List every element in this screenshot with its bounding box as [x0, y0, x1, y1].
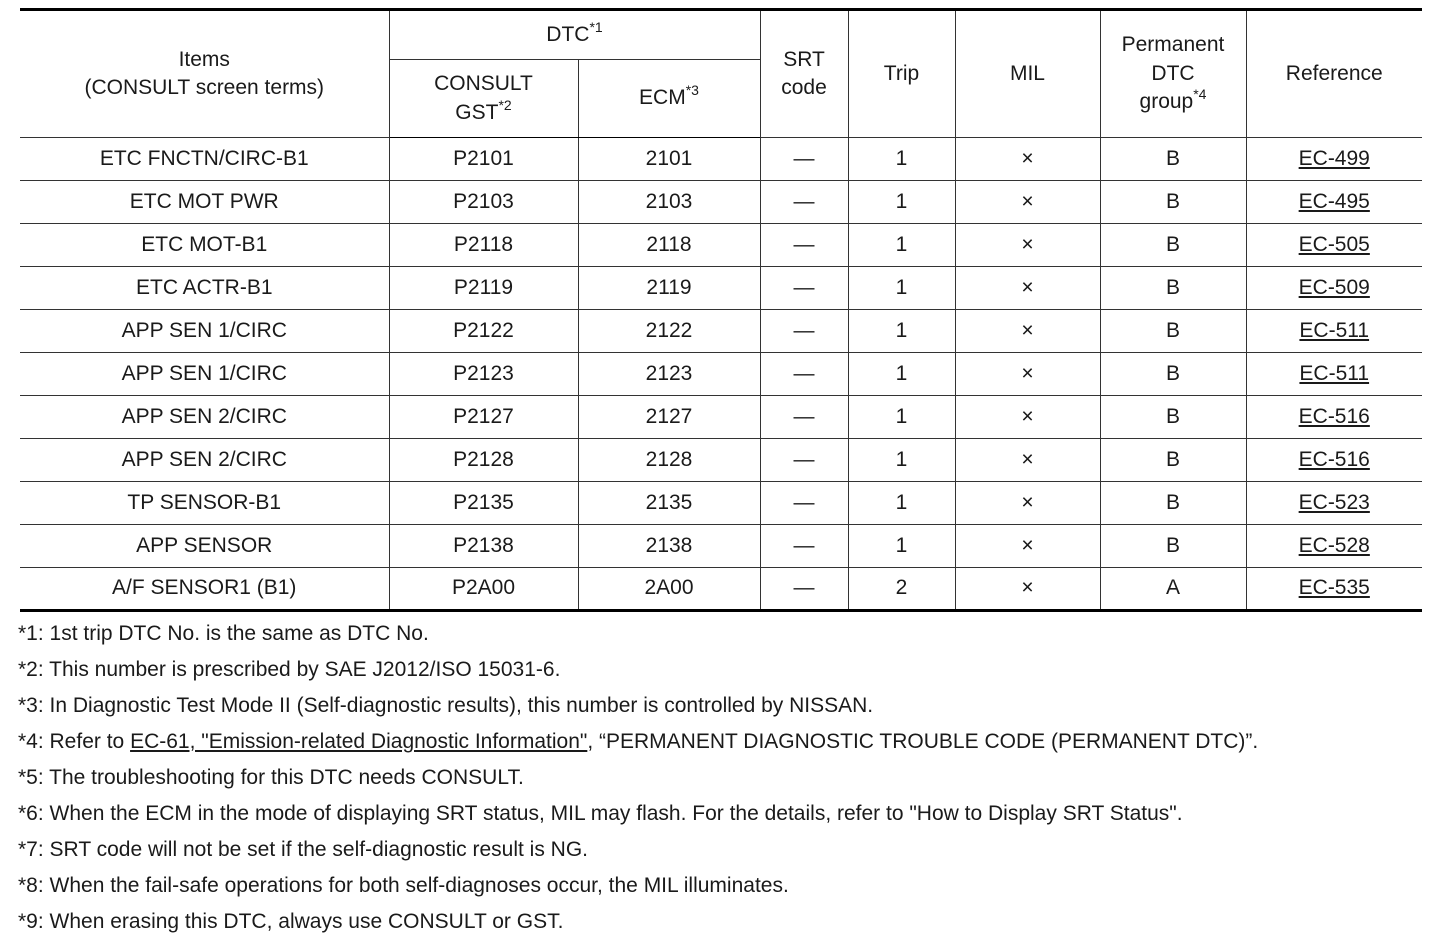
cell-consult: P2119: [389, 267, 578, 310]
cell-srt: —: [760, 568, 848, 611]
reference-link[interactable]: EC-511: [1299, 361, 1370, 385]
cell-reference: [1246, 568, 1422, 611]
cell-item: APP SENSOR: [20, 525, 389, 568]
footnote-5: *5: The troubleshooting for this DTC needs CONSULT.: [18, 766, 524, 789]
cell-ecm: 2103: [578, 181, 760, 224]
cell-item: TP SENSOR-B1: [20, 482, 389, 525]
cell-mil: ×: [955, 353, 1100, 396]
cell-consult: P2A00: [389, 568, 578, 611]
header-consult-sup: *2: [498, 96, 512, 113]
cell-ecm: 2123: [578, 353, 760, 396]
header-srt-line2: code: [781, 76, 827, 99]
cell-consult: P2118: [389, 224, 578, 267]
footnote-6: *6: When the ECM in the mode of displaying SRT status, MIL may flash. For the details, refer to "How to Display SRT Status".: [18, 802, 1183, 825]
cell-ecm: 2135: [578, 482, 760, 525]
header-perm-sup: *4: [1193, 86, 1207, 103]
cell-reference: [1246, 396, 1422, 439]
cell-item: ETC MOT-B1: [20, 224, 389, 267]
header-perm-line2: DTC: [1151, 61, 1195, 85]
table-row: [20, 138, 1422, 181]
table-row: [20, 224, 1422, 267]
cell-group: B: [1100, 224, 1246, 267]
cell-consult: P2101: [389, 138, 578, 181]
cell-group: B: [1100, 181, 1246, 224]
cell-trip: 1: [848, 267, 955, 310]
cell-trip: 1: [848, 353, 955, 396]
cell-trip: 1: [848, 439, 955, 482]
cell-ecm: 2122: [578, 310, 760, 353]
cell-reference: [1246, 353, 1422, 396]
table-row: [20, 482, 1422, 525]
cell-srt: —: [760, 525, 848, 568]
header-perm-line3: group: [1139, 90, 1194, 114]
cell-ecm: 2101: [578, 138, 760, 181]
cell-reference: [1246, 482, 1422, 525]
header-permanent-dtc-group: [1100, 10, 1246, 138]
cell-ecm: 2119: [578, 267, 760, 310]
cell-item: ETC FNCTN/CIRC-B1: [20, 138, 389, 181]
cell-mil: ×: [955, 439, 1100, 482]
reference-link[interactable]: EC-523: [1298, 490, 1370, 514]
cell-trip: 2: [848, 568, 955, 611]
cell-mil: ×: [955, 224, 1100, 267]
cell-group: B: [1100, 138, 1246, 181]
cell-srt: —: [760, 310, 848, 353]
header-reference: Reference: [1246, 10, 1422, 138]
footnote-4-suffix: , “PERMANENT DIAGNOSTIC TROUBLE CODE (PERMANENT DTC)”.: [587, 730, 1259, 753]
cell-consult: P2138: [389, 525, 578, 568]
footnote-8: *8: When the fail-safe operations for both self-diagnoses occur, the MIL illuminates.: [18, 874, 789, 897]
cell-item: APP SEN 2/CIRC: [20, 396, 389, 439]
header-trip: Trip: [848, 10, 955, 138]
table-row: [20, 568, 1422, 611]
header-consult-gst: [389, 60, 578, 138]
cell-srt: —: [760, 439, 848, 482]
footnote-2: *2: This number is prescribed by SAE J2012/ISO 15031-6.: [18, 658, 561, 681]
dtc-table: [20, 8, 1422, 612]
cell-trip: 1: [848, 181, 955, 224]
cell-srt: —: [760, 396, 848, 439]
cell-ecm: 2118: [578, 224, 760, 267]
cell-reference: [1246, 224, 1422, 267]
cell-reference: [1246, 525, 1422, 568]
cell-group: B: [1100, 310, 1246, 353]
header-items-line2: (CONSULT screen terms): [84, 76, 325, 99]
footnote-4-prefix: *4: Refer to: [18, 730, 131, 753]
cell-trip: 1: [848, 396, 955, 439]
header-consult-line2: GST: [455, 100, 499, 124]
table-row: [20, 396, 1422, 439]
reference-link[interactable]: EC-511: [1299, 318, 1370, 342]
cell-item: ETC MOT PWR: [20, 181, 389, 224]
cell-group: B: [1100, 353, 1246, 396]
header-ecm-label: ECM: [639, 86, 686, 110]
cell-reference: [1246, 439, 1422, 482]
cell-group: B: [1100, 439, 1246, 482]
footnote-1: *1: 1st trip DTC No. is the same as DTC No.: [18, 622, 429, 645]
header-srt-line1: SRT: [783, 47, 825, 71]
cell-mil: ×: [955, 310, 1100, 353]
header-ecm-sup: *3: [685, 82, 699, 99]
reference-link[interactable]: EC-535: [1298, 576, 1370, 600]
header-mil: MIL: [955, 10, 1100, 138]
cell-mil: ×: [955, 568, 1100, 611]
reference-link[interactable]: EC-528: [1298, 533, 1370, 557]
cell-srt: —: [760, 138, 848, 181]
header-srt: [760, 10, 848, 138]
table-row: [20, 525, 1422, 568]
cell-consult: P2122: [389, 310, 578, 353]
footnote-7: *7: SRT code will not be set if the self-diagnostic result is NG.: [18, 838, 588, 861]
footnote-4: [18, 724, 1438, 760]
cell-trip: 1: [848, 224, 955, 267]
cell-item: ETC ACTR-B1: [20, 267, 389, 310]
reference-link[interactable]: EC-516: [1298, 447, 1370, 471]
cell-trip: 1: [848, 525, 955, 568]
cell-item: APP SEN 2/CIRC: [20, 439, 389, 482]
cell-consult: P2127: [389, 396, 578, 439]
cell-srt: —: [760, 482, 848, 525]
cell-reference: [1246, 181, 1422, 224]
cell-consult: P2123: [389, 353, 578, 396]
header-items-line1: Items: [178, 47, 230, 71]
table-row: [20, 353, 1422, 396]
cell-item: APP SEN 1/CIRC: [20, 353, 389, 396]
cell-mil: ×: [955, 525, 1100, 568]
cell-ecm: 2A00: [578, 568, 760, 611]
cell-srt: —: [760, 353, 848, 396]
header-dtc-sup: *1: [589, 18, 603, 35]
reference-link[interactable]: EC-495: [1298, 189, 1370, 213]
reference-link[interactable]: EC-505: [1298, 232, 1370, 256]
cell-srt: —: [760, 181, 848, 224]
footnote-9: *9: When erasing this DTC, always use CONSULT or GST.: [18, 910, 564, 933]
cell-reference: [1246, 267, 1422, 310]
cell-trip: 1: [848, 138, 955, 181]
cell-ecm: 2127: [578, 396, 760, 439]
table-row: [20, 181, 1422, 224]
cell-group: B: [1100, 482, 1246, 525]
table-row: [20, 439, 1422, 482]
cell-srt: —: [760, 267, 848, 310]
reference-link[interactable]: EC-499: [1298, 146, 1370, 170]
cell-mil: ×: [955, 267, 1100, 310]
cell-group: B: [1100, 525, 1246, 568]
cell-ecm: 2128: [578, 439, 760, 482]
table-header: [20, 10, 1422, 138]
footnote-4-link[interactable]: EC-61, "Emission-related Diagnostic Information": [130, 730, 588, 753]
cell-ecm: 2138: [578, 525, 760, 568]
cell-srt: —: [760, 224, 848, 267]
table-body: [20, 138, 1422, 611]
cell-trip: 1: [848, 310, 955, 353]
cell-consult: P2128: [389, 439, 578, 482]
cell-mil: ×: [955, 181, 1100, 224]
header-dtc: [389, 10, 760, 60]
header-dtc-label: DTC: [546, 22, 590, 46]
header-items: [20, 10, 389, 138]
cell-group: B: [1100, 396, 1246, 439]
cell-reference: [1246, 310, 1422, 353]
cell-group: B: [1100, 267, 1246, 310]
cell-consult: P2103: [389, 181, 578, 224]
cell-mil: ×: [955, 482, 1100, 525]
cell-group: A: [1100, 568, 1246, 611]
header-perm-line1: Permanent: [1121, 33, 1225, 57]
footnotes: [18, 616, 1438, 940]
cell-item: APP SEN 1/CIRC: [20, 310, 389, 353]
reference-link[interactable]: EC-509: [1298, 275, 1370, 299]
footnote-3: *3: In Diagnostic Test Mode II (Self-diagnostic results), this number is controlled by NISSAN.: [18, 694, 874, 717]
header-ecm: [578, 60, 760, 138]
reference-link[interactable]: EC-516: [1298, 404, 1370, 428]
table-row: [20, 267, 1422, 310]
cell-trip: 1: [848, 482, 955, 525]
cell-mil: ×: [955, 396, 1100, 439]
cell-consult: P2135: [389, 482, 578, 525]
cell-item: A/F SENSOR1 (B1): [20, 568, 389, 611]
cell-mil: ×: [955, 138, 1100, 181]
table-row: [20, 310, 1422, 353]
header-consult-line1: CONSULT: [434, 72, 533, 96]
cell-reference: [1246, 138, 1422, 181]
